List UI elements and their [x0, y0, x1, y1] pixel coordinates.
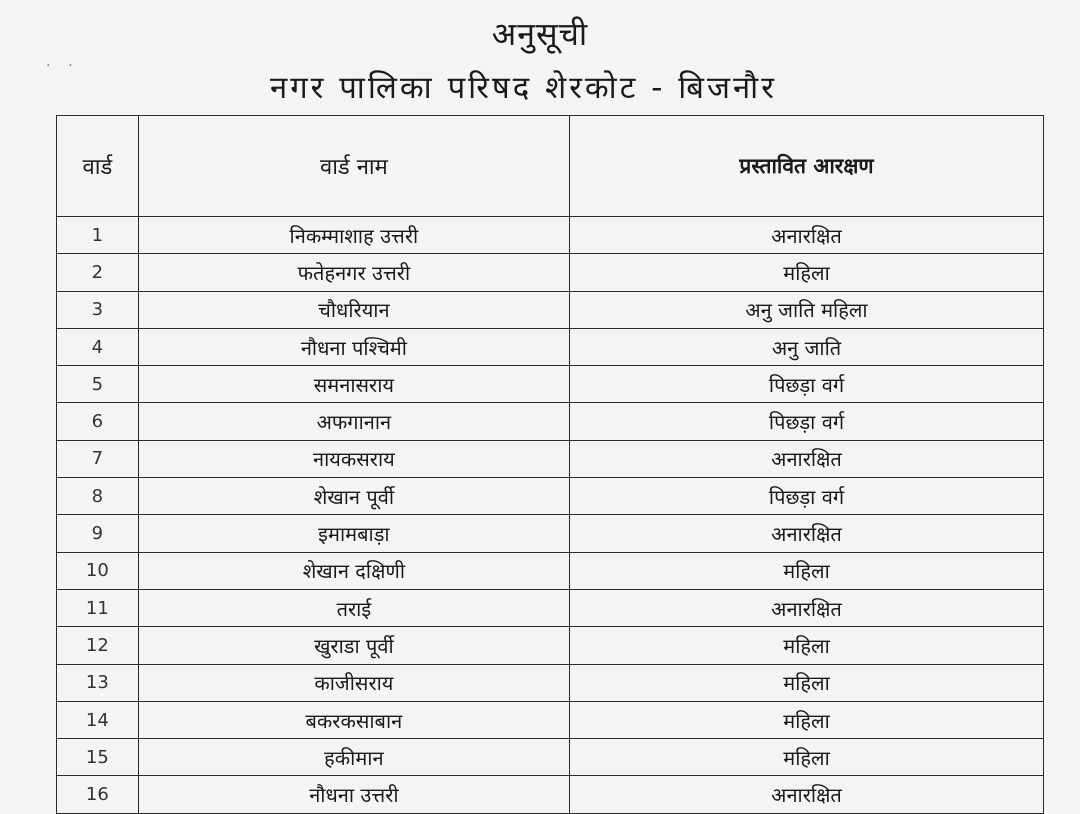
ward-number-cell: 8 [57, 478, 139, 515]
ward-name-cell: समनासराय [138, 366, 569, 403]
ward-name-cell: शेखान दक्षिणी [138, 552, 569, 589]
reservation-cell: पिछड़ा वर्ग [570, 403, 1044, 440]
table-row [57, 366, 1044, 403]
ward-number-cell: 5 [57, 366, 139, 403]
table-row [57, 515, 1044, 552]
ward-name-cell: निकम्माशाह उत्तरी [138, 217, 569, 254]
ward-number-cell: 6 [57, 403, 139, 440]
ward-name-cell: नौधना पश्चिमी [138, 328, 569, 365]
reservation-cell: अनु जाति महिला [570, 291, 1044, 328]
reservation-cell: महिला [570, 627, 1044, 664]
scan-speck: · · [46, 58, 73, 74]
table-row [57, 664, 1044, 701]
table-row [57, 739, 1044, 776]
ward-name-cell: तराई [138, 589, 569, 626]
ward-name-cell: नौधना उत्तरी [138, 776, 569, 813]
ward-name-cell: चौधरियान [138, 291, 569, 328]
reservation-cell: पिछड़ा वर्ग [570, 366, 1044, 403]
ward-number-cell: 12 [57, 627, 139, 664]
document-title: अनुसूची [491, 15, 589, 53]
ward-name-cell: फतेहनगर उत्तरी [138, 254, 569, 291]
ward-name-cell: अफगानान [138, 403, 569, 440]
ward-name-cell: काजीसराय [138, 664, 569, 701]
ward-number-cell: 7 [57, 440, 139, 477]
ward-number-cell: 13 [57, 664, 139, 701]
ward-number-cell: 4 [57, 328, 139, 365]
table-row [57, 217, 1044, 254]
reservation-cell: अनारक्षित [570, 440, 1044, 477]
table-row [57, 589, 1044, 626]
reservation-cell: अनारक्षित [570, 515, 1044, 552]
table-row [57, 440, 1044, 477]
ward-number-cell: 3 [57, 291, 139, 328]
header-ward: वार्ड [57, 116, 139, 217]
ward-number-cell: 14 [57, 701, 139, 738]
ward-name-cell: इमामबाड़ा [138, 515, 569, 552]
reservation-cell: अनु जाति [570, 328, 1044, 365]
table-row [57, 328, 1044, 365]
ward-number-cell: 1 [57, 217, 139, 254]
reservation-cell: महिला [570, 739, 1044, 776]
table-row [57, 552, 1044, 589]
table-row [57, 627, 1044, 664]
reservation-cell: महिला [570, 254, 1044, 291]
ward-number-cell: 15 [57, 739, 139, 776]
reservation-cell: महिला [570, 552, 1044, 589]
reservation-cell: महिला [570, 701, 1044, 738]
reservation-cell: अनारक्षित [570, 217, 1044, 254]
reservation-cell: महिला [570, 664, 1044, 701]
reservation-cell: अनारक्षित [570, 776, 1044, 813]
header-proposed-reservation: प्रस्तावित आरक्षण [570, 116, 1044, 217]
ward-number-cell: 11 [57, 589, 139, 626]
reservation-cell: पिछड़ा वर्ग [570, 478, 1044, 515]
table-row [57, 701, 1044, 738]
table-row [57, 478, 1044, 515]
ward-name-cell: खुराडा पूर्वी [138, 627, 569, 664]
table-row [57, 254, 1044, 291]
table-row [57, 403, 1044, 440]
ward-number-cell: 16 [57, 776, 139, 813]
table-header-row [57, 116, 1044, 217]
ward-name-cell: हकीमान [138, 739, 569, 776]
header-ward-name: वार्ड नाम [138, 116, 569, 217]
ward-number-cell: 9 [57, 515, 139, 552]
table-row [57, 776, 1044, 813]
ward-name-cell: नायकसराय [138, 440, 569, 477]
ward-number-cell: 10 [57, 552, 139, 589]
ward-name-cell: बकरकसाबान [138, 701, 569, 738]
ward-number-cell: 2 [57, 254, 139, 291]
ward-name-cell: शेखान पूर्वी [138, 478, 569, 515]
document-subtitle: नगर पालिका परिषद शेरकोट - बिजनौर [270, 70, 777, 106]
reservation-cell: अनारक्षित [570, 589, 1044, 626]
ward-reservation-table [56, 115, 1044, 814]
table-row [57, 291, 1044, 328]
